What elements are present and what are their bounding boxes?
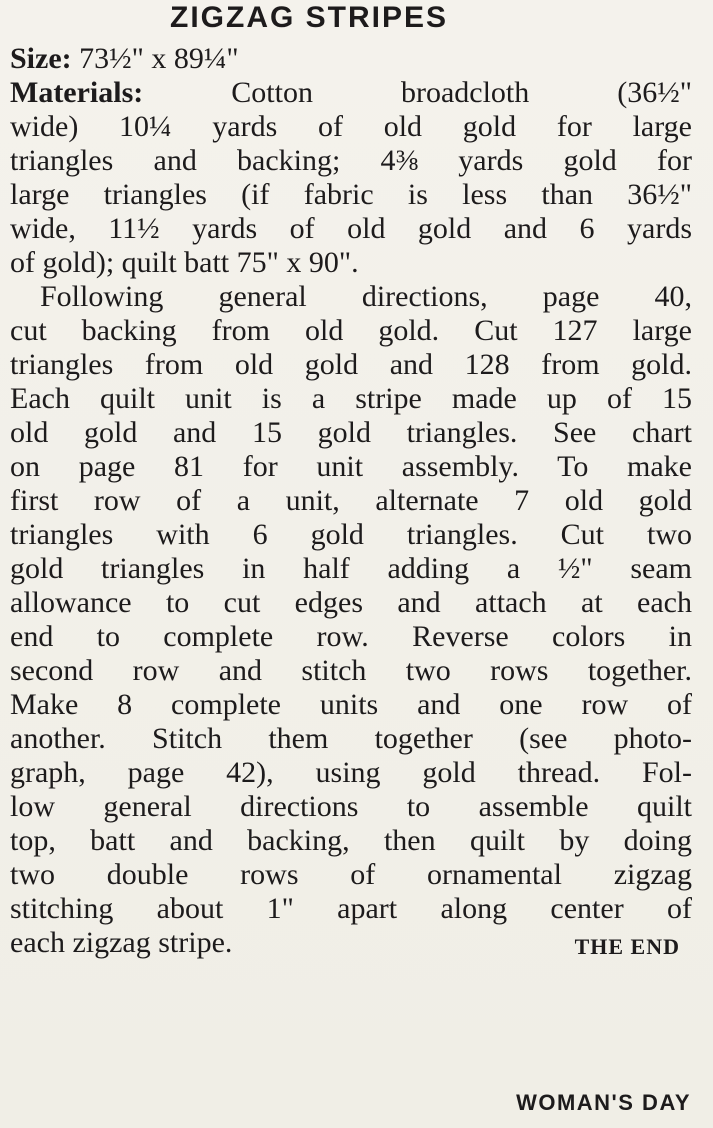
end-mark: THE END	[574, 934, 680, 959]
article-title: ZIGZAG STRIPES	[170, 1, 449, 34]
materials-line	[10, 76, 692, 110]
materials-label: Materials:	[10, 76, 144, 109]
directions-line: low general directions to assemble quilt	[10, 790, 692, 823]
final-line	[10, 926, 692, 960]
source-credit: WOMAN'S DAY	[516, 1090, 691, 1115]
directions-line: old gold and 15 gold triangles. See chart	[10, 416, 692, 449]
directions-line: two double rows of ornamental zigzag	[10, 858, 692, 891]
directions-line: cut backing from old gold. Cut 127 large	[10, 314, 692, 347]
materials-text: Cotton broadcloth (36½"	[231, 76, 692, 109]
directions-line: first row of a unit, alternate 7 old gold	[10, 484, 692, 517]
materials-line: large triangles (if fabric is less than 36½"	[10, 178, 692, 211]
directions-line: gold triangles in half adding a ½" seam	[10, 552, 692, 585]
directions-line: allowance to cut edges and attach at each	[10, 586, 692, 619]
article-body	[10, 42, 692, 960]
materials-line: wide, 11½ yards of old gold and 6 yards	[10, 212, 692, 245]
directions-line: triangles from old gold and 128 from gold.	[10, 348, 692, 381]
size-value: 73½" x 89¼"	[79, 42, 239, 75]
directions-line: graph, page 42), using gold thread. Fol-	[10, 756, 692, 789]
size-line	[10, 42, 692, 76]
directions-line: on page 81 for unit assembly. To make	[10, 450, 692, 483]
directions-line: top, batt and backing, then quilt by doing	[10, 824, 692, 857]
directions-line: another. Stitch them together (see photo-	[10, 722, 692, 755]
directions-line: triangles with 6 gold triangles. Cut two	[10, 518, 692, 551]
directions-line: Make 8 complete units and one row of	[10, 688, 692, 721]
materials-line: wide) 10¼ yards of old gold for large	[10, 110, 692, 143]
directions-line: stitching about 1" apart along center of	[10, 892, 692, 925]
directions-line: second row and stitch two rows together.	[10, 654, 692, 687]
materials-line: of gold); quilt batt 75" x 90".	[10, 246, 359, 279]
directions-last-line: each zigzag stripe.	[10, 926, 233, 959]
materials-line: triangles and backing; 4⅜ yards gold for	[10, 144, 692, 177]
directions-line: Following general directions, page 40,	[40, 280, 692, 313]
size-label: Size:	[10, 42, 72, 75]
directions-line: end to complete row. Reverse colors in	[10, 620, 692, 653]
directions-line: Each quilt unit is a stripe made up of 15	[10, 382, 692, 415]
